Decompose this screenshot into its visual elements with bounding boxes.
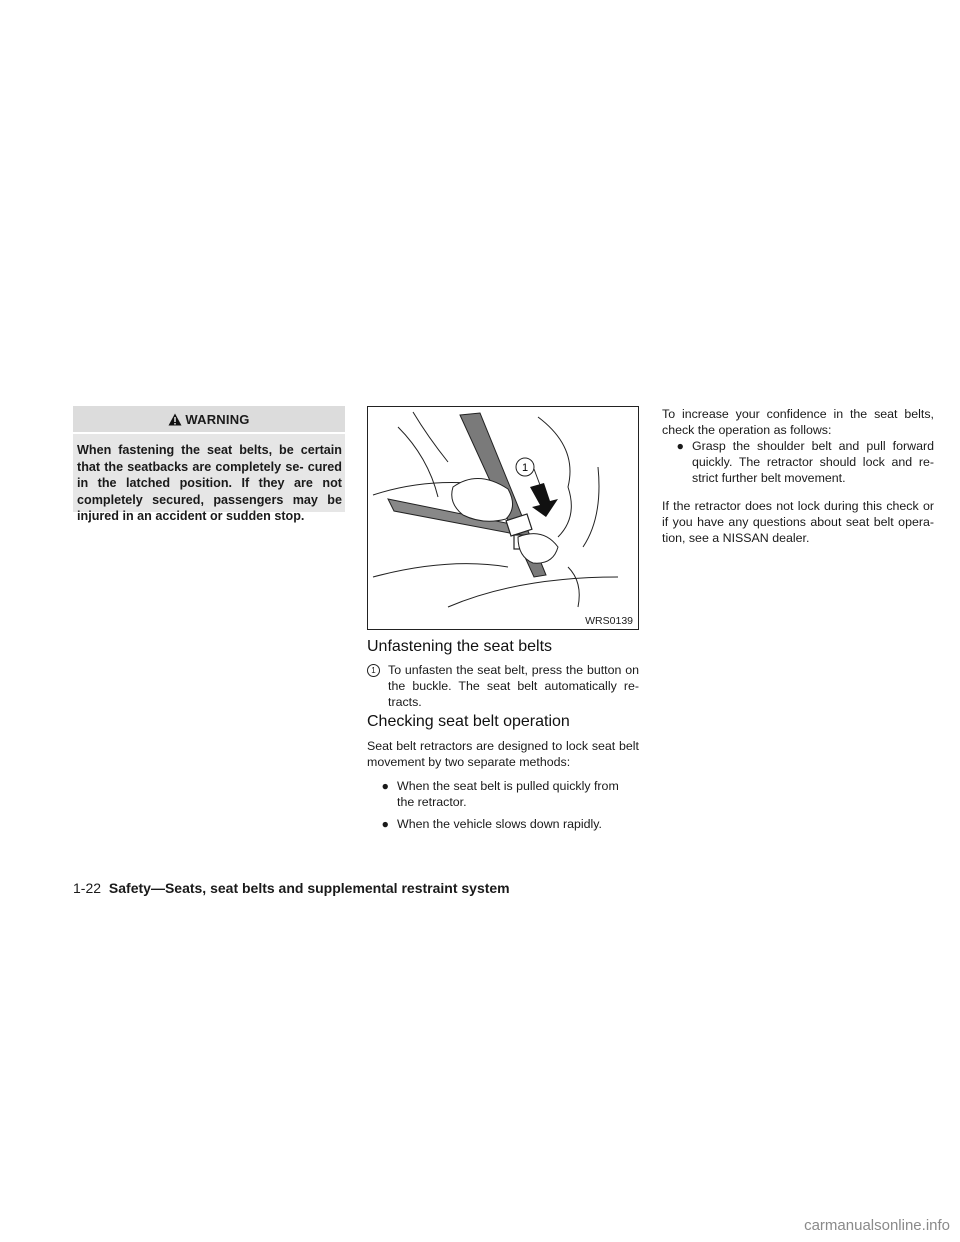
warning-box bbox=[73, 406, 345, 524]
checking-bullet-1: When the seat belt is pulled quickly from the retractor. bbox=[397, 779, 619, 809]
section-title: Safety—Seats, seat belts and supplemental restraint system bbox=[108, 880, 510, 896]
page-number: 1-22 bbox=[73, 880, 102, 896]
column3-bullet bbox=[662, 438, 934, 486]
page-footer bbox=[73, 880, 510, 896]
column3-bullet-text: Grasp the shoulder belt and pull forward quickly. The retractor should lock and re- strict further belt movement. bbox=[692, 439, 934, 485]
bullet-dot-icon: ● bbox=[381, 779, 389, 793]
checking-bullet-list bbox=[367, 772, 639, 832]
seat-belt-buckle-drawing bbox=[368, 407, 638, 629]
unfastening-step-text: To unfasten the seat belt, press the button on the buckle. The seat belt automatically re- tracts. bbox=[388, 663, 639, 709]
checking-bullet-2: When the vehicle slows down rapidly. bbox=[397, 817, 603, 831]
step-number-badge: 1 bbox=[367, 664, 380, 677]
list-item bbox=[367, 778, 639, 810]
list-item bbox=[662, 438, 934, 486]
warning-text: When fastening the seat belts, be certain that the seatbacks are completely se- cured in the latched position. If they are not completely secured, passengers may be injured in an accident or sudden stop. bbox=[77, 443, 342, 524]
figure-callout: 1 bbox=[521, 462, 529, 474]
watermark: carmanualsonline.info bbox=[804, 1217, 950, 1234]
unfastening-step bbox=[367, 662, 639, 710]
unfastening-heading: Unfastening the seat belts bbox=[367, 638, 553, 655]
column3-closing: If the retractor does not lock during this check or if you have any questions about seat belt opera- tion, see a NISSAN dealer. bbox=[662, 499, 934, 545]
warning-triangle-icon bbox=[168, 413, 182, 426]
column3-intro: To increase your confidence in the seat belts, check the operation as follows: bbox=[662, 407, 934, 437]
warning-title: WARNING bbox=[185, 411, 250, 427]
list-item bbox=[367, 816, 639, 832]
checking-intro: Seat belt retractors are designed to lock seat belt movement by two separate methods: bbox=[367, 739, 639, 769]
figure-code: WRS0139 bbox=[585, 615, 633, 627]
seat-belt-illustration bbox=[367, 406, 639, 630]
checking-heading: Checking seat belt operation bbox=[367, 713, 570, 730]
bullet-dot-icon: ● bbox=[381, 817, 389, 831]
bullet-dot-icon: ● bbox=[676, 439, 684, 453]
warning-header bbox=[73, 406, 345, 434]
